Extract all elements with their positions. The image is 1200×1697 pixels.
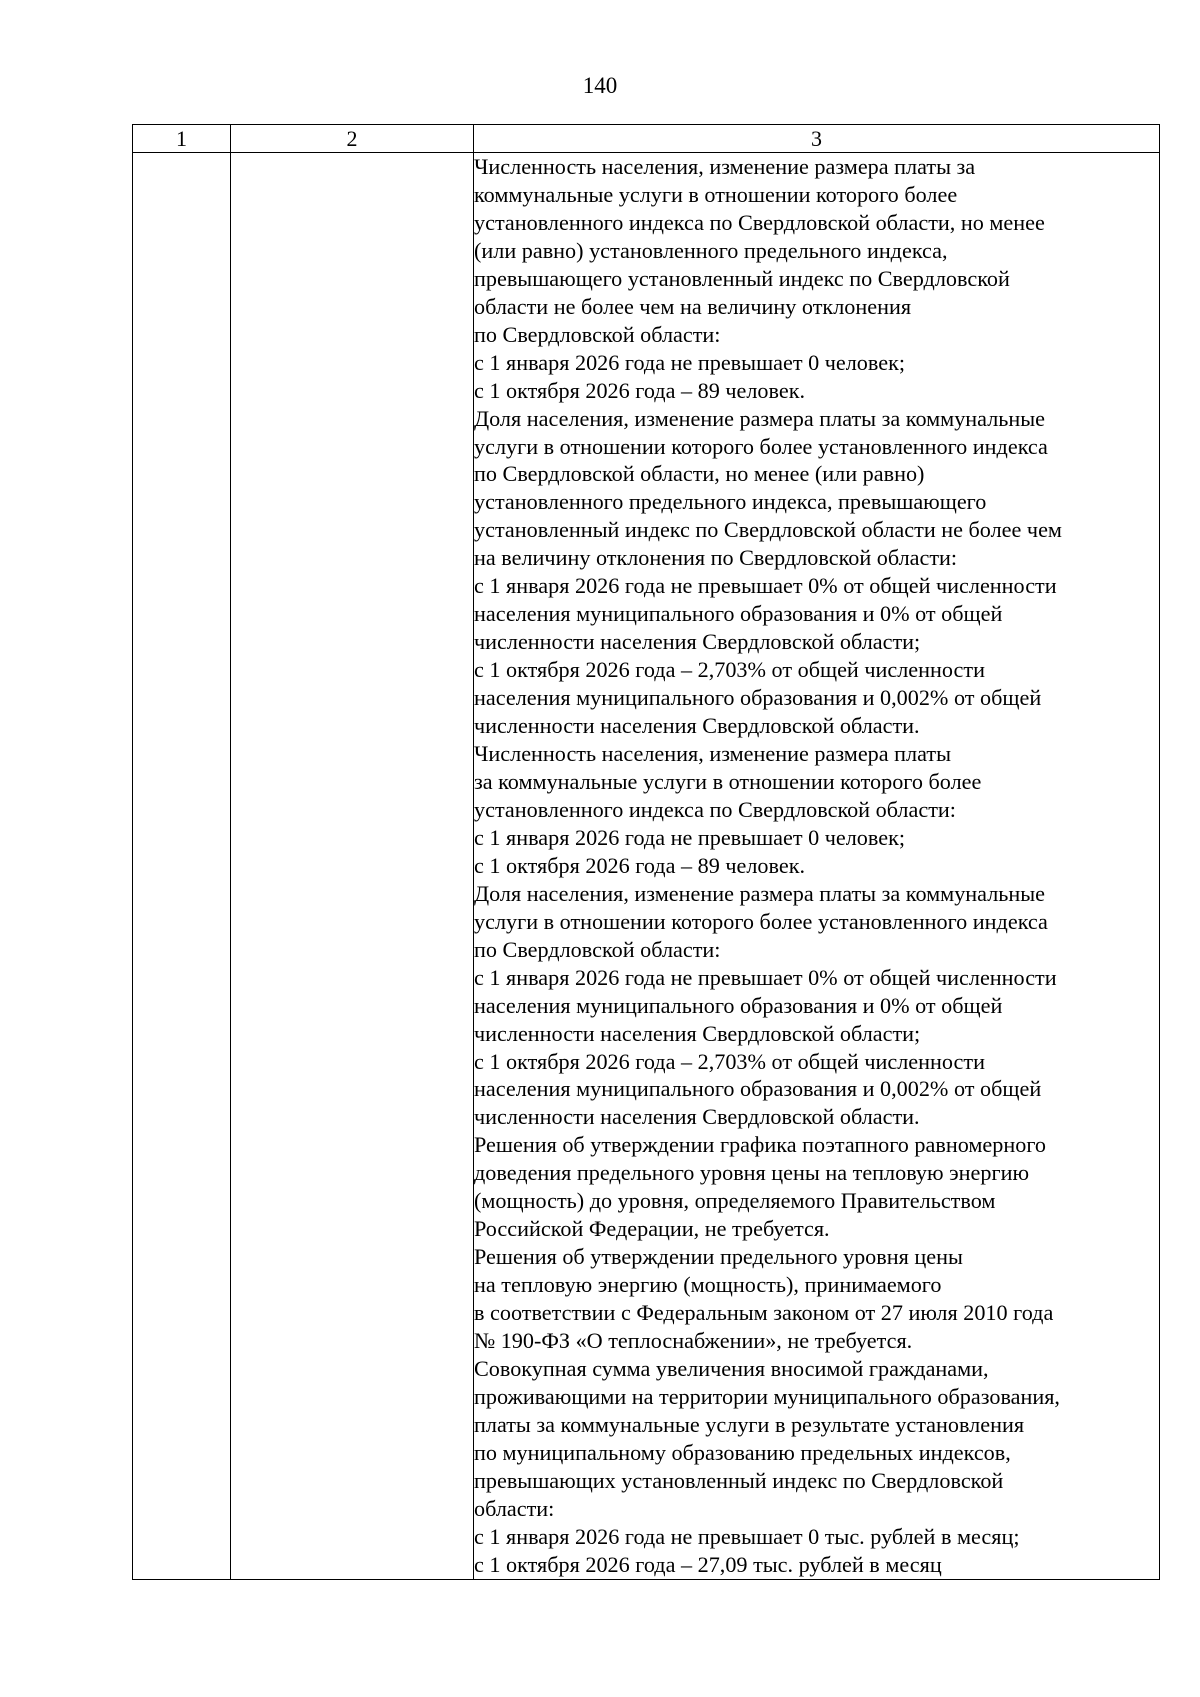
text-line: с 1 октября 2026 года – 27,09 тыс. рублей в месяц [474, 1551, 942, 1577]
text-line: превышающего установленный индекс по Свердловской [474, 265, 1010, 291]
text-line: коммунальные услуги в отношении которого более [474, 181, 958, 207]
text-line: населения муниципального образования и 0% от общей [474, 601, 1003, 627]
text-line: установленного индекса по Свердловской области, но менее [474, 209, 1045, 235]
column-header-3: 3 [474, 125, 1160, 153]
text-line: услуги в отношении которого более установленного индекса [474, 433, 1048, 459]
table-row [133, 153, 1160, 1580]
text-line: Доля населения, изменение размера платы за коммунальные [474, 880, 1046, 906]
text-line: с 1 октября 2026 года – 89 человек. [474, 852, 806, 878]
text-line: услуги в отношении которого более установленного индекса [474, 908, 1048, 934]
text-line: превышающих установленный индекс по Свердловской [474, 1467, 1004, 1493]
text-line: области: [474, 1495, 555, 1521]
text-line: Совокупная сумма увеличения вносимой гражданами, [474, 1355, 989, 1381]
text-line: населения муниципального образования и 0% от общей [474, 992, 1003, 1018]
text-line: № 190-ФЗ «О теплоснабжении», не требуется. [474, 1328, 913, 1354]
text-line: с 1 января 2026 года не превышает 0 тыс. рублей в месяц; [474, 1523, 1020, 1549]
cell-col-2 [231, 153, 474, 1580]
text-line: установленного предельного индекса, превышающего [474, 489, 987, 515]
text-line: численности населения Свердловской области. [474, 713, 920, 739]
text-line: населения муниципального образования и 0,002% от общей [474, 1076, 1042, 1102]
text-line: платы за коммунальные услуги в результате установления [474, 1411, 1025, 1437]
text-line: с 1 октября 2026 года – 2,703% от общей численности [474, 657, 985, 683]
cell-col-1 [133, 153, 231, 1580]
text-line: доведения предельного уровня цены на тепловую энергию [474, 1160, 1030, 1186]
text-line: по Свердловской области, но менее (или равно) [474, 461, 925, 487]
page-number: 140 [582, 73, 618, 98]
column-header-1: 1 [133, 125, 231, 153]
table-header [133, 125, 1160, 153]
header-row [133, 125, 1160, 153]
text-line: населения муниципального образования и 0,002% от общей [474, 685, 1042, 711]
text-line: Доля населения, изменение размера платы за коммунальные [474, 405, 1046, 431]
text-line: численности населения Свердловской области; [474, 1020, 921, 1046]
text-line: (или равно) установленного предельного индекса, [474, 237, 948, 263]
text-line: Численность населения, изменение размера платы [474, 741, 951, 767]
text-line: с 1 октября 2026 года – 89 человек. [474, 377, 806, 403]
text-line: с 1 января 2026 года не превышает 0% от общей численности [474, 964, 1057, 990]
text-line: с 1 января 2026 года не превышает 0 человек; [474, 349, 906, 375]
text-line: в соответствии с Федеральным законом от 27 июля 2010 года [474, 1300, 1054, 1326]
text-line: по Свердловской области: [474, 936, 721, 962]
text-line: численности населения Свердловской области; [474, 629, 921, 655]
cell-col-3 [474, 153, 1160, 1580]
text-line: по Свердловской области: [474, 321, 721, 347]
text-line: проживающими на территории муниципального образования, [474, 1383, 1060, 1409]
text-line: с 1 октября 2026 года – 2,703% от общей численности [474, 1048, 985, 1074]
text-line: Российской Федерации, не требуется. [474, 1216, 830, 1242]
text-line: по муниципальному образованию предельных индексов, [474, 1439, 1011, 1465]
text-line: численности населения Свердловской области. [474, 1104, 920, 1130]
text-line: Численность населения, изменение размера платы за [474, 154, 976, 179]
text-line: установленный индекс по Свердловской области не более чем [474, 517, 1062, 543]
text-line: области не более чем на величину отклонения [474, 293, 912, 319]
text-line: Решения об утверждении графика поэтапного равномерного [474, 1132, 1046, 1158]
text-line: установленного индекса по Свердловской области: [474, 796, 956, 822]
text-line: за коммунальные услуги в отношении которого более [474, 768, 982, 794]
text-line: на тепловую энергию (мощность), принимаемого [474, 1272, 942, 1298]
text-line: с 1 января 2026 года не превышает 0% от общей численности [474, 573, 1057, 599]
text-line: (мощность) до уровня, определяемого Правительством [474, 1188, 996, 1214]
text-line: с 1 января 2026 года не превышает 0 человек; [474, 824, 906, 850]
column-header-2: 2 [231, 125, 474, 153]
document-table [132, 124, 1160, 1580]
text-line: на величину отклонения по Свердловской области: [474, 545, 958, 571]
text-line: Решения об утверждении предельного уровня цены [474, 1244, 963, 1270]
